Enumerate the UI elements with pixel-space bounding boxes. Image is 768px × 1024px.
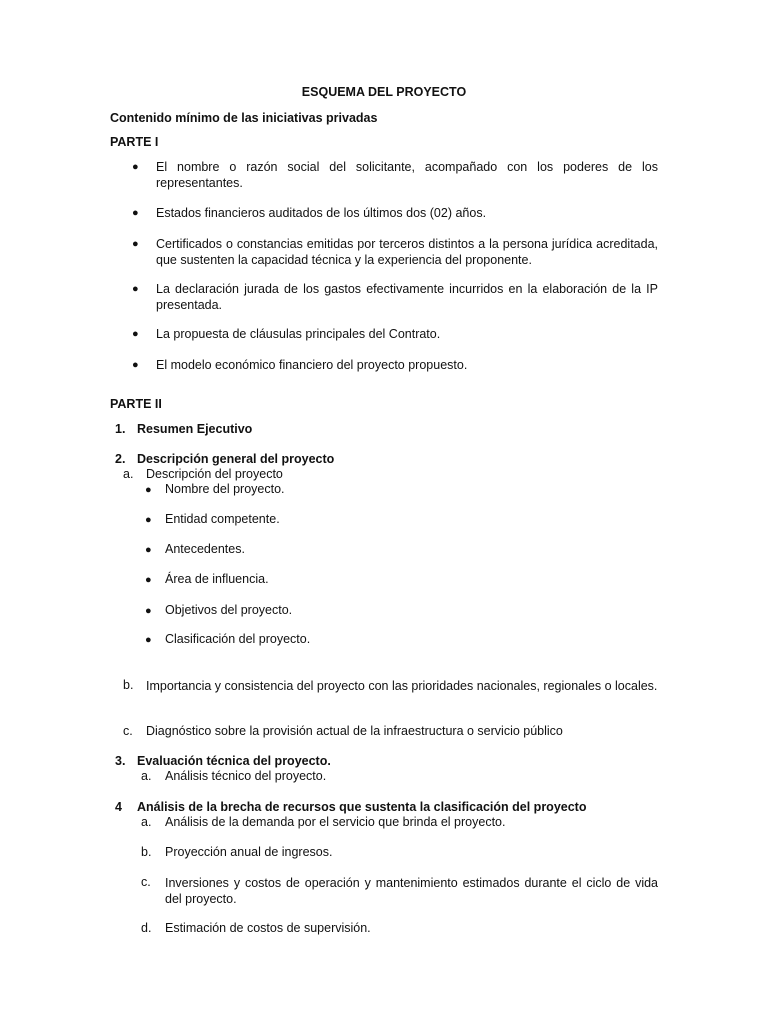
item-letter: a. [123,467,134,481]
part-1-item: El modelo económico financiero del proyecto propuesto. [156,358,468,372]
section-3a-text: Análisis técnico del proyecto. [165,769,327,783]
section-number: 4 [115,800,122,814]
item-letter: c. [123,724,133,738]
bullet-icon: ● [145,634,152,646]
section-number: 2. [115,452,126,466]
bullet-icon: ● [132,161,139,173]
bullet-icon: ● [145,484,152,496]
section-2a-text: Descripción del proyecto [146,467,283,481]
document-subtitle: Contenido mínimo de las iniciativas privadas [110,111,378,125]
item-letter: b. [141,845,152,859]
section-2a-bullet: Antecedentes. [165,542,245,556]
bullet-icon: ● [145,574,152,586]
item-letter: a. [141,815,152,829]
section-2b-text: Importancia y consistencia del proyecto con las prioridades nacionales, regionales o locales. [146,679,658,693]
bullet-icon: ● [132,283,139,295]
section-4a-text: Análisis de la demanda por el servicio que brinda el proyecto. [165,815,506,829]
item-letter: a. [141,769,152,783]
section-4d-text: Estimación de costos de supervisión. [165,921,371,935]
part-1-item: Certificados o constancias emitidas por terceros distintos a la persona jurídica acreditada, que sustenten la capacidad técnica y la experiencia del proponente. [156,237,658,267]
part-1-item: La propuesta de cláusulas principales del Contrato. [156,327,441,341]
document-title: ESQUEMA DEL PROYECTO [301,85,467,99]
bullet-icon: ● [132,207,139,219]
section-4b-text: Proyección anual de ingresos. [165,845,333,859]
section-4-title: Análisis de la brecha de recursos que sustenta la clasificación del proyecto [137,800,587,814]
section-1-title: Resumen Ejecutivo [137,422,253,436]
bullet-icon: ● [132,359,139,371]
section-2a-bullet: Entidad competente. [165,512,280,526]
section-4c-text: Inversiones y costos de operación y mantenimiento estimados durante el ciclo de vida del proyecto. [165,876,658,906]
bullet-icon: ● [145,544,152,556]
item-letter: d. [141,921,152,935]
bullet-icon: ● [145,605,152,617]
section-3-title: Evaluación técnica del proyecto. [137,754,331,768]
section-2a-bullet: Clasificación del proyecto. [165,632,311,646]
bullet-icon: ● [145,514,152,526]
section-number: 1. [115,422,126,436]
item-letter: b. [123,678,134,692]
section-2a-bullet: Nombre del proyecto. [165,482,285,496]
part-1-item: La declaración jurada de los gastos efectivamente incurridos en la elaboración de la IP presentada. [156,282,658,312]
bullet-icon: ● [132,328,139,340]
section-2-title: Descripción general del proyecto [137,452,335,466]
item-letter: c. [141,875,151,889]
section-2a-bullet: Área de influencia. [165,572,269,586]
section-2a-bullet: Objetivos del proyecto. [165,603,293,617]
part-2-heading: PARTE II [110,397,162,411]
section-2c-text: Diagnóstico sobre la provisión actual de la infraestructura o servicio público [146,724,563,738]
part-1-item: Estados financieros auditados de los últimos dos (02) años. [156,206,487,220]
section-number: 3. [115,754,126,768]
part-1-item: El nombre o razón social del solicitante, acompañado con los poderes de los representantes. [156,160,658,190]
part-1-heading: PARTE I [110,135,159,149]
bullet-icon: ● [132,238,139,250]
